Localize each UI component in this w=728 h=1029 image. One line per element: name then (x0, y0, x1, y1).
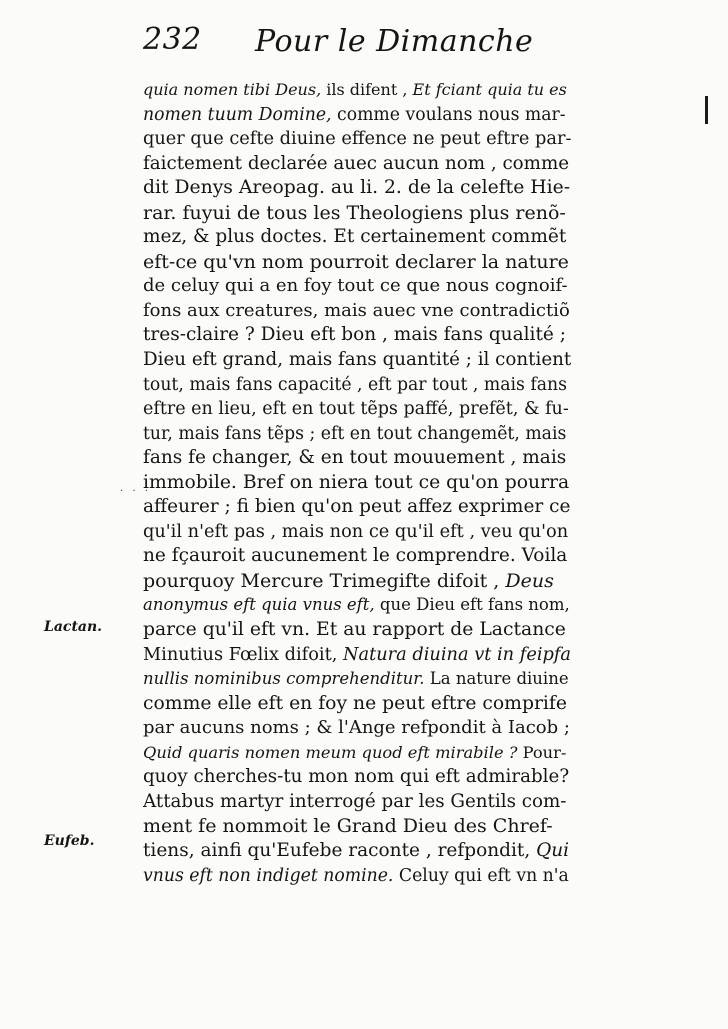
text-segment: Dieu eft grand, mais fans quantité ; il contient (143, 349, 571, 371)
text-segment: pourquoy Mercure Trimegifte difoit , (143, 569, 506, 592)
text-segment: Pour- (517, 742, 567, 762)
text-segment: fans fe changer, & en tout mouuement , mais (143, 447, 567, 469)
text-segment: comme voulans nous mar- (331, 104, 566, 125)
latin-quote: vnus eft non indiget nomine. (143, 865, 394, 886)
text-segment: immobile. Bref on niera tout ce qu'on pourra (143, 471, 570, 493)
text-line (143, 765, 571, 790)
body-text (143, 78, 571, 888)
text-segment: qu'il n'eft pas , mais non ce qu'il eft , veu qu'on (143, 521, 569, 542)
text-line (143, 323, 571, 348)
text-line (143, 176, 571, 201)
text-segment: parce qu'il eft vn. Et au rapport de Lactance (143, 619, 566, 641)
latin-quote: Et fciant quia tu es (412, 80, 567, 99)
text-line (143, 667, 571, 692)
text-segment: mez, & plus doctes. Et certainement commẽt (143, 226, 567, 248)
latin-quote: Qui (536, 839, 570, 861)
text-segment: Celuy qui eft vn n'a (393, 865, 569, 886)
text-segment: ils difent , (321, 80, 413, 99)
text-segment: rar. fuyui de tous les Theologiens plus renõ- (143, 201, 566, 224)
text-segment: Minutius Fœlix difoit, (143, 644, 343, 665)
text-line (143, 741, 571, 766)
text-segment: tur, mais fans tẽps ; eft en tout changemẽt, mais (143, 423, 567, 444)
text-segment: quer que cefte diuine effence ne peut eftre par- (143, 129, 571, 150)
text-segment: ment fe nommoit le Grand Dieu des Chref- (143, 815, 553, 838)
text-line (143, 471, 571, 496)
text-line (143, 618, 571, 643)
text-segment: que Dieu eft fans nom, (374, 595, 570, 615)
text-line (143, 373, 571, 398)
text-segment: faictement declarée auec aucun nom , comme (143, 152, 570, 174)
text-line (143, 201, 571, 226)
text-segment: par aucuns noms ; & l'Ange refpondit à Iacob ; (143, 717, 570, 739)
page-number: 232 (143, 22, 202, 57)
text-segment: de celuy qui a en foy tout ce que nous cognoif- (143, 275, 568, 297)
page-header (143, 18, 573, 68)
latin-quote: Deus (505, 569, 554, 592)
text-segment: eft-ce qu'vn nom pourroit declarer la nature (143, 250, 569, 273)
text-segment: La nature diuine (424, 669, 569, 689)
text-line (143, 544, 571, 569)
text-line (143, 643, 571, 668)
text-line (143, 299, 571, 324)
text-line (143, 790, 571, 815)
latin-quote: quia nomen tibi Deus, (143, 80, 322, 99)
running-title: Pour le Dimanche (255, 24, 534, 59)
latin-quote: anonymus eft quia vnus eft, (143, 595, 375, 615)
text-line (143, 446, 571, 471)
text-line (143, 225, 571, 250)
text-line (143, 814, 571, 839)
latin-quote: Natura diuina vt in feipfa (343, 644, 571, 665)
text-segment: affeurer ; fi bien qu'on peut affez exprimer ce (143, 496, 571, 518)
margin-note-lactance: Lactan. (44, 619, 103, 635)
text-segment: tres-claire ? Dieu eft bon , mais fans qualité ; (143, 324, 566, 346)
text-line (143, 422, 571, 447)
text-line (143, 520, 571, 545)
text-line (143, 716, 571, 741)
latin-quote: nullis nominibus comprehenditur. (143, 669, 425, 689)
page-edge-mark (705, 96, 708, 124)
text-line (143, 839, 571, 864)
text-segment: tout, mais fans capacité , eft par tout , mais fans (143, 374, 567, 395)
text-line (143, 569, 571, 594)
text-segment: tiens, ainfi qu'Eufebe raconte , refpondit, (143, 839, 537, 861)
text-line (143, 103, 571, 128)
text-line (143, 593, 571, 618)
text-line (143, 692, 571, 717)
text-line (143, 152, 571, 177)
text-line (143, 495, 571, 520)
margin-note-eusebe: Eufeb. (44, 833, 95, 849)
text-segment: Attabus martyr interrogé par les Gentils com- (143, 790, 567, 812)
text-segment: fons aux creatures, mais auec vne contradictiõ (143, 299, 570, 321)
text-line (143, 274, 571, 299)
latin-quote: nomen tuum Domine, (143, 104, 332, 125)
text-line (143, 864, 571, 889)
text-segment: comme elle eft en foy ne peut eftre comprife (143, 692, 567, 714)
text-segment: dit Denys Areopag. au li. 2. de la celefte Hie- (143, 177, 571, 199)
text-line (143, 397, 571, 422)
text-line (143, 78, 571, 103)
ink-dots: · · · (120, 486, 151, 497)
text-segment: ne fçauroit aucunement le comprendre. Voila (143, 545, 568, 567)
latin-quote: Quid quaris nomen meum quod eft mirabile ? (143, 742, 518, 762)
text-line (143, 127, 571, 152)
text-segment: quoy cherches-tu mon nom qui eft admirable? (143, 766, 570, 788)
text-segment: eftre en lieu, eft en tout tẽps paffé, prefẽt, & fu- (143, 399, 569, 420)
text-line (143, 250, 571, 275)
text-line (143, 348, 571, 373)
